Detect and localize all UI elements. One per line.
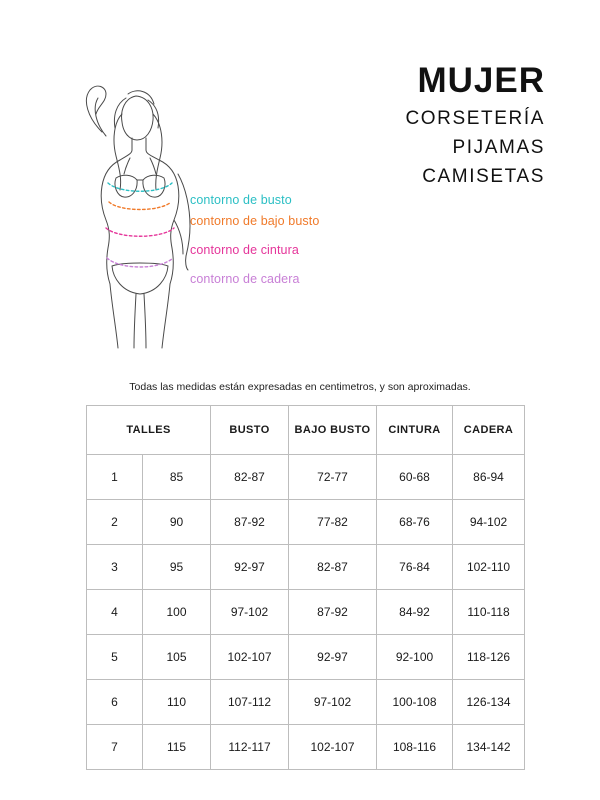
cell-busto: 97-102	[211, 590, 289, 635]
cell-cintura: 108-116	[377, 725, 453, 770]
legend-item-cadera: contorno de cadera	[190, 272, 300, 286]
cell-cintura: 92-100	[377, 635, 453, 680]
table-row	[87, 500, 525, 545]
cell-busto: 92-97	[211, 545, 289, 590]
cell-busto: 107-112	[211, 680, 289, 725]
column-header-talles: TALLES	[87, 406, 211, 455]
title-block	[405, 60, 545, 189]
size-table	[86, 405, 525, 770]
table-row	[87, 455, 525, 500]
cell-bajo-busto: 87-92	[289, 590, 377, 635]
cell-talle: 2	[87, 500, 143, 545]
table-row	[87, 725, 525, 770]
cell-cintura: 76-84	[377, 545, 453, 590]
cell-talle-num: 115	[143, 725, 211, 770]
cell-talle-num: 110	[143, 680, 211, 725]
cell-talle: 6	[87, 680, 143, 725]
cell-cintura: 60-68	[377, 455, 453, 500]
cell-cadera: 110-118	[453, 590, 525, 635]
cell-talle-num: 105	[143, 635, 211, 680]
cell-cintura: 68-76	[377, 500, 453, 545]
cell-talle: 1	[87, 455, 143, 500]
page-title: MUJER	[417, 61, 545, 100]
legend-item-cintura: contorno de cintura	[190, 243, 299, 257]
table-row	[87, 635, 525, 680]
cell-talle-num: 85	[143, 455, 211, 500]
cell-cadera: 94-102	[453, 500, 525, 545]
cell-talle-num: 90	[143, 500, 211, 545]
cell-talle: 5	[87, 635, 143, 680]
legend	[190, 190, 410, 290]
cell-cadera: 86-94	[453, 455, 525, 500]
cell-bajo-busto: 82-87	[289, 545, 377, 590]
cell-busto: 112-117	[211, 725, 289, 770]
table-header-row	[87, 406, 525, 455]
cell-bajo-busto: 102-107	[289, 725, 377, 770]
cell-talle: 3	[87, 545, 143, 590]
cell-busto: 87-92	[211, 500, 289, 545]
size-table-container	[86, 405, 514, 770]
cell-busto: 82-87	[211, 455, 289, 500]
table-row	[87, 680, 525, 725]
subtitle-camisetas: CAMISETAS	[422, 166, 545, 187]
column-header-cintura: CINTURA	[377, 406, 453, 455]
subtitle-corseteria: CORSETERÍA	[405, 108, 545, 129]
cell-talle: 4	[87, 590, 143, 635]
table-row	[87, 545, 525, 590]
cell-busto: 102-107	[211, 635, 289, 680]
cell-cadera: 102-110	[453, 545, 525, 590]
column-header-bajo-busto: BAJO BUSTO	[289, 406, 377, 455]
cell-cadera: 126-134	[453, 680, 525, 725]
cell-cintura: 84-92	[377, 590, 453, 635]
cell-cintura: 100-108	[377, 680, 453, 725]
cell-talle: 7	[87, 725, 143, 770]
table-row	[87, 590, 525, 635]
cell-talle-num: 100	[143, 590, 211, 635]
cell-talle-num: 95	[143, 545, 211, 590]
header-section	[0, 0, 600, 370]
cell-cadera: 118-126	[453, 635, 525, 680]
column-header-cadera: CADERA	[453, 406, 525, 455]
cell-bajo-busto: 97-102	[289, 680, 377, 725]
legend-item-bajo-busto: contorno de bajo busto	[190, 214, 320, 228]
cell-bajo-busto: 72-77	[289, 455, 377, 500]
cell-bajo-busto: 77-82	[289, 500, 377, 545]
cell-bajo-busto: 92-97	[289, 635, 377, 680]
subtitle-pijamas: PIJAMAS	[452, 137, 545, 158]
measurement-note: Todas las medidas están expresadas en centimetros, y son aproximadas.	[129, 381, 471, 393]
column-header-busto: BUSTO	[211, 406, 289, 455]
legend-item-busto: contorno de busto	[190, 193, 292, 207]
cell-cadera: 134-142	[453, 725, 525, 770]
